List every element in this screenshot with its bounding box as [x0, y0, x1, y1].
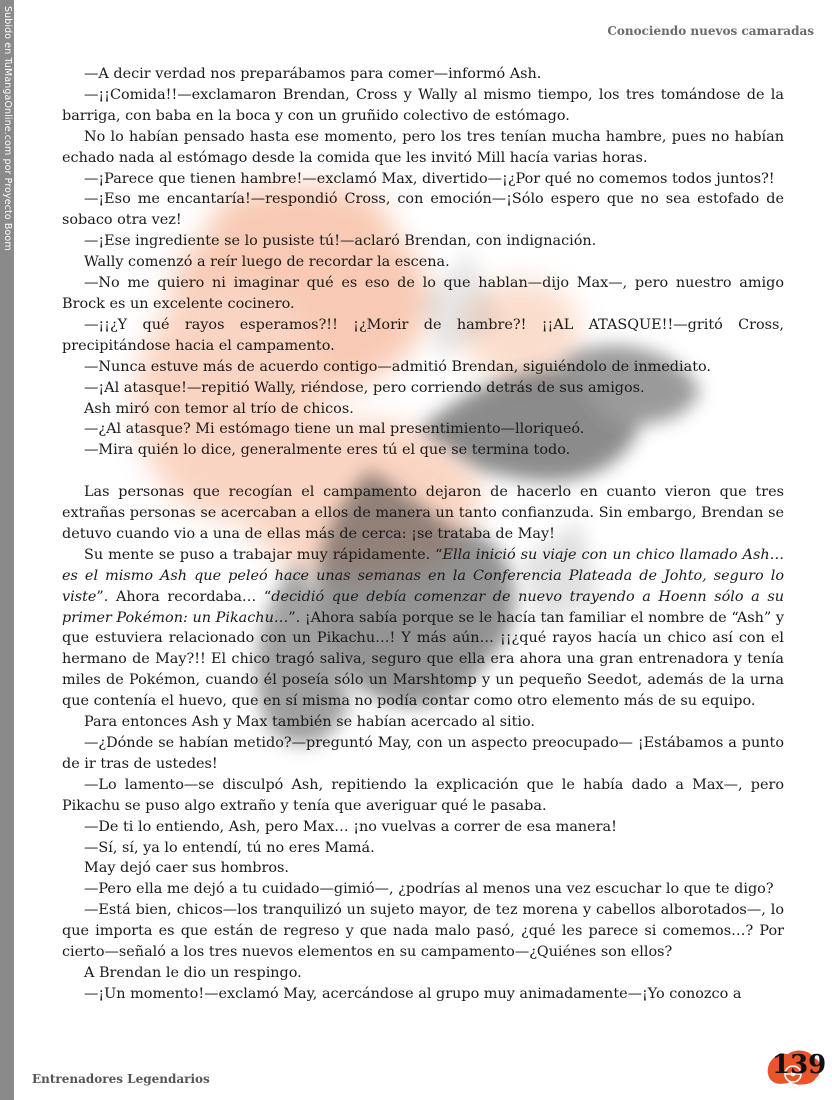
- paragraph: —¿Dónde se habían metido?—preguntó May, con un aspecto preocupado— ¡Estábamos a punto de ir tras de ustedes!: [62, 734, 784, 772]
- scene-break: [62, 461, 784, 482]
- page-number-badge: [762, 1044, 827, 1088]
- paragraph: —Nunca estuve más de acuerdo contigo—admitió Brendan, siguiéndolo de inmediato.: [84, 358, 711, 375]
- paragraph: —¡Al atasque!—repitió Wally, riéndose, pero corriendo detrás de sus amigos.: [84, 379, 645, 396]
- text-run: ”. ¡Ahora sabía porque se le hacía tan familiar el nombre de “Ash” y que estuviera relacionado con un Pikachu…! Y más aún… ¡¡¿qué rayos hacía un chico así con el hermano de May?!! El chico tragó saliva, seguro que ella era ahora una gran entrenadora y tenía miles de Pokémon, cuando él poseía sólo un Marshtomp y un pequeño Seedot, además de la urna que contenía el huevo, que en sí misma no podía contar como otro elemento más de su equipo.: [62, 609, 785, 710]
- paragraph: —Está bien, chicos—los tranquilizó un sujeto mayor, de tez morena y cabellos alborotados—, lo que importa es que están de regreso y que nada malo pasó, ¿qué les parece si comemos…? Por cierto—señaló a los tres nuevos elementos en su campamento—¿Quiénes son ellos?: [62, 902, 784, 961]
- upload-credit-sidebar: [0, 0, 14, 1100]
- paragraph: —Mira quién lo dice, generalmente eres tú el que se termina todo.: [84, 442, 571, 459]
- paragraph: A Brendan le dio un respingo.: [84, 964, 302, 981]
- italic-quote: decidió que debía comenzar de nuevo trayendo a Hoenn sólo a su primer Pokémon: un Pikachu…: [62, 588, 784, 626]
- paragraph: Para entonces Ash y Max también se habían acercado al sitio.: [84, 714, 535, 731]
- paragraph-with-quotes: [62, 545, 784, 712]
- page-number: 139: [772, 1050, 827, 1080]
- paragraph: —De ti lo entiendo, Ash, pero Max… ¡no vuelvas a correr de esa manera!: [84, 818, 617, 835]
- paragraph: —Sí, sí, ya lo entendí, tú no eres Mamá.: [84, 839, 375, 856]
- paragraph: Wally comenzó a reír luego de recordar la escena.: [84, 254, 450, 271]
- paragraph: —Pero ella me dejó a tu cuidado—gimió—, ¿podrías al menos una vez escuchar lo que te digo?: [84, 881, 774, 898]
- paragraph: —¡¡¿Y qué rayos esperamos?!! ¡¿Morir de hambre?! ¡¡AL ATASQUE!!—gritó Cross, precipitándose hacia el campamento.: [62, 316, 784, 354]
- paragraph: —¡Ese ingrediente se lo pusiste tú!—aclaró Brendan, con indignación.: [84, 233, 597, 250]
- paragraph: —¡¡Comida!!—exclamaron Brendan, Cross y Wally al mismo tiempo, los tres tomándose de la barriga, con baba en la boca y con un gruñido colectivo de estómago.: [62, 86, 784, 124]
- paragraph: —¡Un momento!—exclamó May, acercándose al grupo muy animadamente—¡Yo conozco a: [84, 985, 742, 1002]
- paragraph: —No me quiero ni imaginar qué es eso de lo que hablan—dijo Max—, pero nuestro amigo Brock es un excelente cocinero.: [62, 275, 784, 312]
- paragraph: —Lo lamento—se disculpó Ash, repitiendo la explicación que le había dado a Max—, pero Pikachu se puso algo extraño y tenía que averiguar qué le pasaba.: [62, 776, 784, 814]
- paragraph: No lo habían pensado hasta ese momento, pero los tres tenían mucha hambre, pues no habían echado nada al estómago desde la comida que les invitó Mill hacía varias horas.: [62, 128, 784, 166]
- paragraph: Las personas que recogían el campamento dejaron de hacerlo en cuanto vieron que tres extrañas personas se acercaban a ellos de manera un tanto confianzuda. Sin embargo, Brendan se detuvo cuando vio a una de ellas más de cerca: ¡se trataba de May!: [62, 484, 784, 542]
- italic-quote: Ella inició su viaje con un chico llamado Ash… es el mismo Ash que peleó hace unas semanas en la Conferencia Plateada de Johto, seguro lo viste: [62, 546, 784, 605]
- chapter-body-text: [62, 64, 784, 1005]
- paragraph: —¡Eso me encantaría!—respondió Cross, con emoción—¡Sólo espero que no sea estofado de sobaco otra vez!: [62, 191, 784, 229]
- running-footer-book-title: Entrenadores Legendarios: [32, 1072, 210, 1086]
- paragraph: —A decir verdad nos preparábamos para comer—informó Ash.: [84, 66, 542, 82]
- paragraph: Ash miró con temor al trío de chicos.: [84, 400, 354, 417]
- text-run: ”. Ahora recordaba… “: [96, 588, 272, 605]
- paragraph: —¿Al atasque? Mi estómago tiene un mal presentimiento—lloriqueó.: [84, 421, 585, 438]
- paragraph: May dejó caer sus hombros.: [84, 860, 289, 877]
- text-run: Su mente se puso a trabajar muy rápidamente. “: [84, 546, 443, 563]
- running-header-chapter-title: Conociendo nuevos camaradas: [607, 24, 814, 38]
- paragraph: —¡Parece que tienen hambre!—exclamó Max, divertido—¡¿Por qué no comemos todos juntos?!: [84, 170, 775, 187]
- upload-credit-text: Subido en TuMangaOnline.com por Proyecto Boom: [2, 6, 13, 251]
